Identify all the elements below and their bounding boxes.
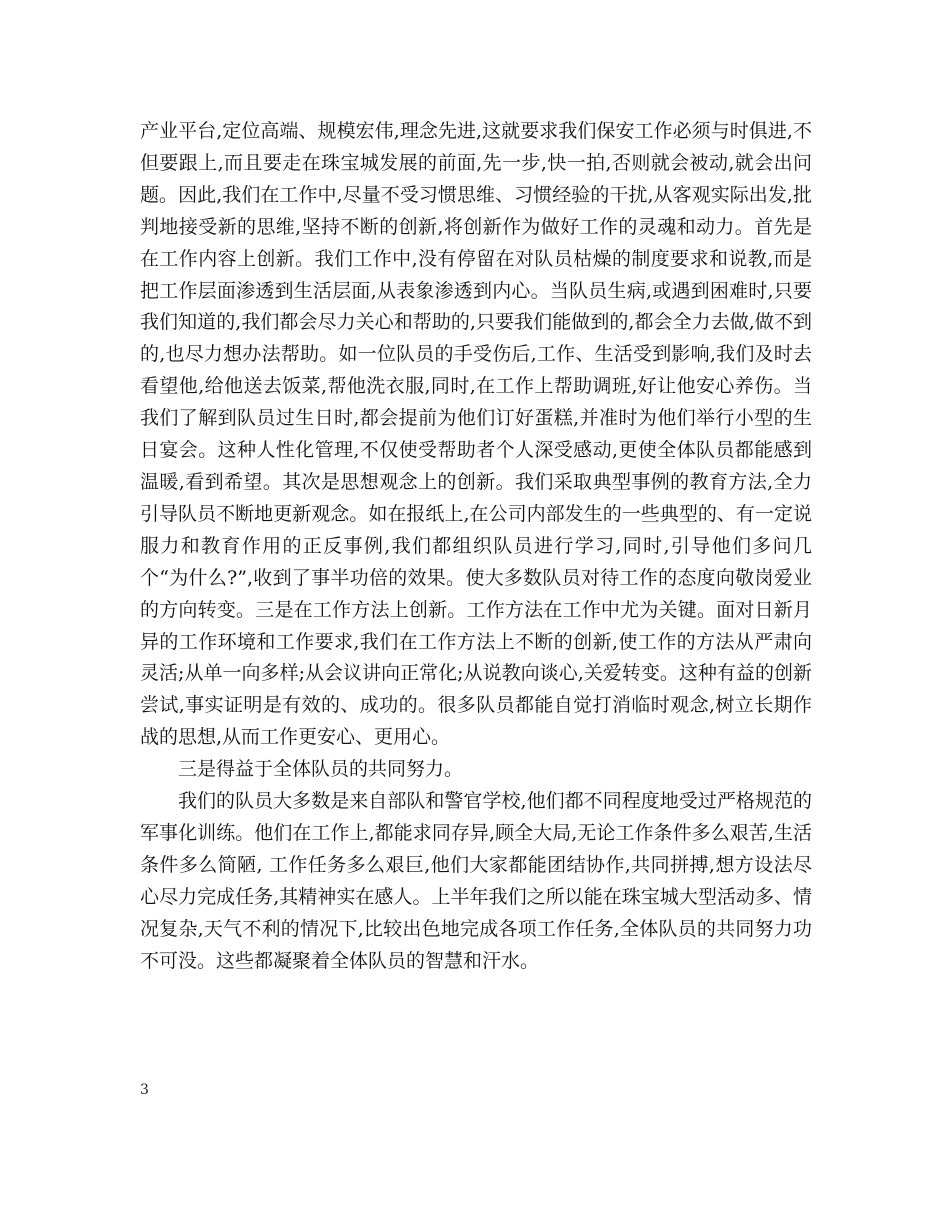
paragraph-continued-innovation: 产业平台,定位高端、规模宏伟,理念先进,这就要求我们保安工作必须与时俱进,不但要跟上,而且要走在珠宝城发展的前面,先一步,快一拍,否则就会被动,就会出问题。因此,我们在工作中,尽量不受习惯思维、习惯经验的干扰,从客观实际出发,批判地接受新的思维,坚持不断的创新,将创新作为做好工作的灵魂和动力。首先是在工作内容上创新。我们工作中,没有停留在对队员枯燥的制度要求和说教,而是把工作层面渗透到生活层面,从表象渗透到内心。当队员生病,或遇到困难时,只要我们知道的,我们都会尽力关心和帮助的,只要我们能做到的,都会全力去做,做不到的,也尽力想办法帮助。如一位队员的手受伤后,工作、生活受到影响,我们及时去看望他,给他送去饭菜,帮他洗衣服,同时,在工作上帮助调班,好让他安心养伤。当我们了解到队员过生日时,都会提前为他们订好蛋糕,并准时为他们举行小型的生日宴会。这种人性化管理,不仅使受帮助者个人深受感动,更使全体队员都能感到温暖,看到希望。其次是思想观念上的创新。我们采取典型事例的教育方法,全力引导队员不断地更新观念。如在报纸上,在公司内部发生的一些典型的、有一定说服力和教育作用的正反事例,我们都组织队员进行学习,同时,引导他们多问几个“为什么?”,收到了事半功倍的效果。使大多数队员对待工作的态度向敬岗爱业的方向转变。三是在工作方法上创新。工作方法在工作中尤为关键。面对日新月异的工作环境和工作要求,我们在工作方法上不断的创新,使工作的方法从严肃向灵活;从单一向多样;从会议讲向正常化;从说教向谈心,关爱转变。这种有益的创新尝试,事实证明是有效的、成功的。很多队员都能自觉打消临时观念,树立长期作战的思想,从而工作更安心、更用心。 — [140, 120, 812, 749]
document-body — [140, 116, 812, 977]
page-number: 3 — [140, 1082, 149, 1098]
paragraph-heading-team-effort: 三是得益于全体队员的共同努力。 — [178, 758, 464, 781]
paragraph-team-effort: 我们的队员大多数是来自部队和警官学校,他们都不同程度地受过严格规范的军事化训练。他们在工作上,都能求同存异,顾全大局,无论工作条件多么艰苦,生活条件多么简陋, 工作任务多么艰巨,他们大家都能团结协作,共同拼搏,想方设法尽心尽力完成任务,其精神实在感人。上半年我们之所以能在珠宝城大型活动多、情况复杂,天气不利的情况下,比较出色地完成各项工作任务,全体队员的共同努力功不可没。这些都凝聚着全体队员的智慧和汗水。 — [140, 790, 812, 972]
